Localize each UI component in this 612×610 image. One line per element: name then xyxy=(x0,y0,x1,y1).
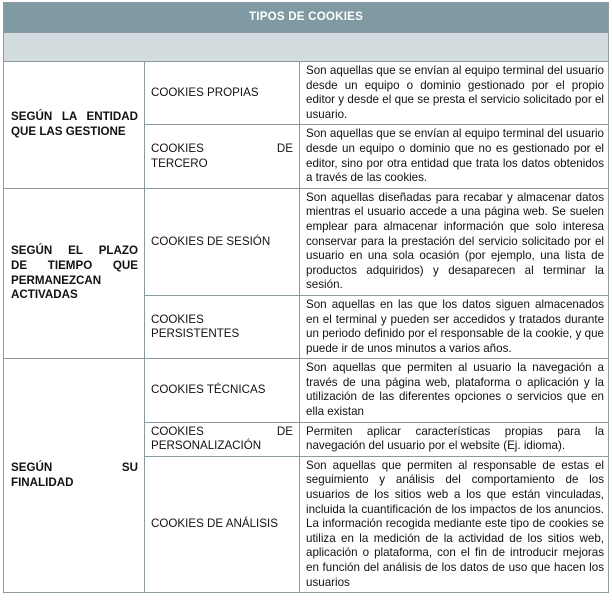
cookie-type-tecnicas: COOKIES TÉCNICAS xyxy=(145,359,300,422)
cookie-type-persistentes: COOKIES PERSISTENTES xyxy=(145,295,300,358)
cookie-description: Son aquellas que se envían al equipo terminal del usuario desde un equipo o dominio gestionado por el propio editor y desde el que se presta el servicio solicitado por el usuario. xyxy=(300,62,609,125)
group-label-duration: SEGÚN EL PLAZO DE TIEMPO QUE PERMANEZCAN ACTIVADAS xyxy=(4,188,145,359)
cookie-type-analisis: COOKIES DE ANÁLISIS xyxy=(145,456,300,592)
header-band xyxy=(4,33,609,62)
cookie-description: Son aquellas en las que los datos siguen almacenados en el terminal y pueden ser accedidos y tratados durante un periodo definido por el responsable de la cookie, y que puede ir de unos minutos a varios años. xyxy=(300,295,609,358)
cookie-type-propias: COOKIES PROPIAS xyxy=(145,62,300,125)
cookie-types-table xyxy=(3,2,609,593)
cookie-type-personalizacion: COOKIES DE PERSONALIZACIÓN xyxy=(145,422,300,456)
table-row xyxy=(4,188,609,295)
table-title: TIPOS DE COOKIES xyxy=(4,3,609,33)
cookie-type-tercero: COOKIES DE TERCERO xyxy=(145,125,300,188)
cookie-description: Son aquellas que permiten al responsable de estas el seguimiento y análisis del comportamiento de los usuarios de los sitios web a los que están vinculadas, incluida la cuantificación de los impactos de los anuncios. La información recogida mediante este tipo de cookies se utiliza en la medición de la actividad de los sitios web, aplicación o plataforma, con el fin de introducir mejoras en función del análisis de los datos de uso que hacen los usuarios xyxy=(300,456,609,592)
group-label-purpose: SEGÚN SU FINALIDAD xyxy=(4,359,145,593)
cookie-description: Son aquellas que permiten al usuario la navegación a través de una página web, plataforma o aplicación y la utilización de las diferentes opciones o servicios que en ella existan xyxy=(300,359,609,422)
group-label-entity: SEGÚN LA ENTIDAD QUE LAS GESTIONE xyxy=(4,62,145,189)
cookie-description: Son aquellas que se envían al equipo terminal del usuario desde un equipo o dominio que no es gestionado por el editor, sino por otra entidad que trata los datos obtenidos a través de las cookies. xyxy=(300,125,609,188)
cookie-type-sesion: COOKIES DE SESIÓN xyxy=(145,188,300,295)
cookie-description: Permiten aplicar características propias para la navegación del usuario por el website (Ej. idioma). xyxy=(300,422,609,456)
table-row xyxy=(4,359,609,422)
cookie-description: Son aquellas diseñadas para recabar y almacenar datos mientras el usuario accede a una página web. Se suelen emplear para almacenar información que solo interesa conservar para la prestación del servicio solicitado por el usuario en una sola ocasión (por ejemplo, una lista de productos adquiridos) y desaparecen al terminar la sesión. xyxy=(300,188,609,295)
table-row xyxy=(4,62,609,125)
